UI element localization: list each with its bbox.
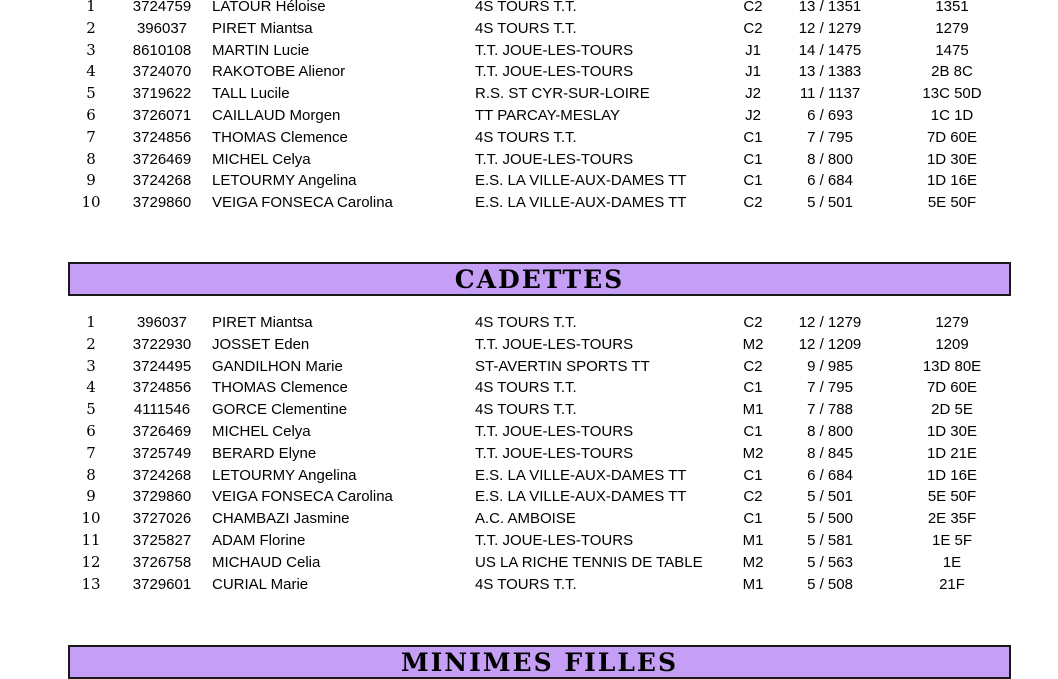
points-cell: 12 / 1279 [798,314,862,331]
category-cell: M1 [742,401,764,419]
license-cell: 396037 [136,19,188,37]
player-name-cell: LETOURMY Angelina [212,172,357,190]
table-row [0,18,1058,40]
player-name-cell: VEIGA FONSECA Carolina [212,194,393,212]
category-cell: C2 [743,19,763,37]
category-cell: J2 [745,106,761,124]
license-cell: 3729860 [132,488,192,506]
section-header-minimes-filles: MINIMES FILLES [68,645,1011,679]
rank-cell: 4 [86,62,96,81]
player-name-cell: RAKOTOBE Alienor [212,63,346,81]
player-name-cell: PIRET Miantsa [212,19,313,37]
club-cell: 4S TOURS T.T. [475,379,577,397]
player-name-cell: CURIAL Marie [212,575,309,593]
player-name-cell: VEIGA FONSECA Carolina [212,488,393,506]
license-cell: 3724495 [132,357,192,375]
points-cell: 6 / 693 [807,106,853,124]
table-row [0,192,1058,214]
club-cell: 4S TOURS T.T. [475,128,577,146]
points-cell: 8 / 845 [807,444,853,462]
rank-cell: 10 [81,509,101,528]
table-row [0,61,1058,83]
club-cell: TT PARCAY-MESLAY [475,106,621,124]
rank-cell: 7 [86,443,96,462]
category-cell: C2 [743,0,763,15]
rank-cell: 7 [86,127,96,146]
table-row [0,149,1058,171]
result-cell: 1475 [935,41,969,59]
points-cell: 6 / 684 [807,172,853,190]
result-cell: 2E 35F [927,510,977,528]
category-cell: J2 [745,85,761,103]
license-cell: 3726071 [132,106,192,124]
category-cell: C1 [743,379,763,397]
player-name-cell: JOSSET Eden [212,335,310,353]
category-cell: C1 [743,172,763,190]
rank-cell: 4 [86,378,96,397]
table-row [0,443,1058,465]
rank-cell: 5 [86,84,96,103]
category-cell: M2 [742,335,764,353]
license-cell: 396037 [136,314,188,331]
player-name-cell: TALL Lucile [212,85,290,103]
points-cell: 12 / 1279 [798,19,862,37]
table-row [0,552,1058,574]
category-cell: C1 [743,150,763,168]
category-cell: C2 [743,488,763,506]
table-row [0,127,1058,149]
license-cell: 3724856 [132,128,192,146]
result-cell: 1351 [935,0,969,15]
club-cell: T.T. JOUE-LES-TOURS [475,41,634,59]
license-cell: 3726469 [132,422,192,440]
points-cell: 5 / 501 [807,488,853,506]
table-row [0,0,1058,18]
license-cell: 8610108 [132,41,192,59]
result-cell: 2B 8C [931,63,973,81]
club-cell: 4S TOURS T.T. [475,0,577,15]
result-cell: 1D 16E [926,466,978,484]
points-cell: 7 / 795 [807,128,853,146]
player-name-cell: THOMAS Clemence [212,128,348,146]
result-cell: 1E 5F [931,531,973,549]
result-cell: 1D 30E [926,150,978,168]
result-cell: 1279 [935,19,969,37]
rank-cell: 1 [86,0,96,15]
license-cell: 3724856 [132,379,192,397]
license-cell: 3727026 [132,510,192,528]
club-cell: 4S TOURS T.T. [475,314,577,331]
table-row [0,40,1058,62]
player-name-cell: LATOUR Héloise [212,0,326,15]
table-row [0,170,1058,192]
result-cell: 1209 [935,335,969,353]
rank-cell: 10 [81,193,101,212]
table-row [0,486,1058,508]
club-cell: R.S. ST CYR-SUR-LOIRE [475,85,650,103]
points-cell: 5 / 501 [807,194,853,212]
result-cell: 7D 60E [926,379,978,397]
rank-cell: 3 [86,356,96,375]
result-cell: 1E [942,553,962,571]
player-name-cell: ADAM Florine [212,531,306,549]
table-row [0,312,1058,334]
points-cell: 13 / 1351 [798,0,862,15]
table-row [0,377,1058,399]
player-name-cell: BERARD Elyne [212,444,317,462]
player-name-cell: MICHEL Celya [212,422,311,440]
points-cell: 8 / 800 [807,150,853,168]
category-cell: J1 [745,63,761,81]
table-row [0,530,1058,552]
category-cell: M2 [742,553,764,571]
table-row [0,105,1058,127]
category-cell: C2 [743,357,763,375]
club-cell: T.T. JOUE-LES-TOURS [475,444,634,462]
club-cell: E.S. LA VILLE-AUX-DAMES TT [475,466,687,484]
rank-cell: 12 [81,552,101,571]
license-cell: 3729601 [132,575,192,593]
club-cell: 4S TOURS T.T. [475,401,577,419]
license-cell: 3726469 [132,150,192,168]
rank-cell: 8 [86,149,96,168]
table-row [0,399,1058,421]
license-cell: 4111546 [133,401,191,419]
player-name-cell: MARTIN Lucie [212,41,310,59]
license-cell: 3724268 [132,466,192,484]
club-cell: E.S. LA VILLE-AUX-DAMES TT [475,488,687,506]
club-cell: E.S. LA VILLE-AUX-DAMES TT [475,194,687,212]
club-cell: A.C. AMBOISE [475,510,576,528]
points-cell: 8 / 800 [807,422,853,440]
results-list [0,312,1058,595]
rank-cell: 3 [86,40,96,59]
license-cell: 3725749 [132,444,192,462]
rank-cell: 6 [86,421,96,440]
rank-cell: 2 [86,18,96,37]
points-cell: 13 / 1383 [798,63,862,81]
license-cell: 3729860 [132,194,192,212]
club-cell: T.T. JOUE-LES-TOURS [475,150,634,168]
player-name-cell: THOMAS Clemence [212,379,348,397]
player-name-cell: GANDILHON Marie [212,357,343,375]
result-cell: 1D 16E [926,172,978,190]
club-cell: T.T. JOUE-LES-TOURS [475,63,634,81]
category-cell: M1 [742,575,764,593]
points-cell: 7 / 795 [807,379,853,397]
rank-cell: 2 [86,334,96,353]
table-row [0,421,1058,443]
category-cell: C1 [743,510,763,528]
rank-cell: 5 [86,400,96,419]
points-cell: 9 / 985 [807,357,853,375]
rank-cell: 9 [86,171,96,190]
club-cell: 4S TOURS T.T. [475,19,577,37]
license-cell: 3719622 [132,85,192,103]
points-cell: 5 / 563 [807,553,853,571]
player-name-cell: MICHAUD Celia [212,553,321,571]
points-cell: 6 / 684 [807,466,853,484]
license-cell: 3726758 [132,553,192,571]
result-cell: 5E 50F [927,194,977,212]
category-cell: M2 [742,444,764,462]
result-cell: 2D 5E [931,401,973,419]
rank-cell: 13 [81,574,101,593]
category-cell: C2 [743,314,763,331]
category-cell: J1 [745,41,761,59]
club-cell: T.T. JOUE-LES-TOURS [475,335,634,353]
rank-cell: 9 [86,487,96,506]
player-name-cell: LETOURMY Angelina [212,466,357,484]
club-cell: ST-AVERTIN SPORTS TT [475,357,650,375]
result-cell: 21F [939,575,965,593]
result-cell: 1D 30E [926,422,978,440]
points-cell: 5 / 581 [807,531,853,549]
license-cell: 3725827 [132,531,192,549]
license-cell: 3724268 [132,172,192,190]
club-cell: E.S. LA VILLE-AUX-DAMES TT [475,172,687,190]
club-cell: T.T. JOUE-LES-TOURS [475,531,634,549]
points-cell: 11 / 1137 [799,85,861,103]
section-header-cadettes: CADETTES [68,262,1011,296]
result-cell: 1C 1D [930,106,974,124]
points-cell: 12 / 1209 [798,335,862,353]
table-row [0,356,1058,378]
table-row [0,83,1058,105]
table-row [0,508,1058,530]
rank-cell: 11 [81,530,101,549]
result-cell: 1279 [935,314,969,331]
rank-cell: 6 [86,105,96,124]
player-name-cell: MICHEL Celya [212,150,311,168]
player-name-cell: CHAMBAZI Jasmine [212,510,350,528]
points-cell: 5 / 508 [807,575,853,593]
points-cell: 14 / 1475 [798,41,862,59]
category-cell: M1 [742,531,764,549]
rank-cell: 1 [86,313,96,331]
category-cell: C1 [743,466,763,484]
player-name-cell: PIRET Miantsa [212,314,313,331]
player-name-cell: GORCE Clementine [212,401,348,419]
license-cell: 3724070 [132,63,192,81]
category-cell: C2 [743,194,763,212]
result-cell: 13C 50D [922,85,982,103]
result-cell: 5E 50F [927,488,977,506]
license-cell: 3724759 [132,0,192,15]
results-list [0,0,1058,214]
points-cell: 7 / 788 [807,401,853,419]
category-cell: C1 [743,422,763,440]
result-cell: 1D 21E [926,444,978,462]
points-cell: 5 / 500 [807,510,853,528]
player-name-cell: CAILLAUD Morgen [212,106,341,124]
table-row [0,334,1058,356]
rank-cell: 8 [86,465,96,484]
license-cell: 3722930 [132,335,192,353]
result-cell: 13D 80E [922,357,982,375]
result-cell: 7D 60E [926,128,978,146]
table-row [0,574,1058,596]
table-row [0,465,1058,487]
category-cell: C1 [743,128,763,146]
club-cell: T.T. JOUE-LES-TOURS [475,422,634,440]
club-cell: 4S TOURS T.T. [475,575,577,593]
club-cell: US LA RICHE TENNIS DE TABLE [475,553,703,571]
